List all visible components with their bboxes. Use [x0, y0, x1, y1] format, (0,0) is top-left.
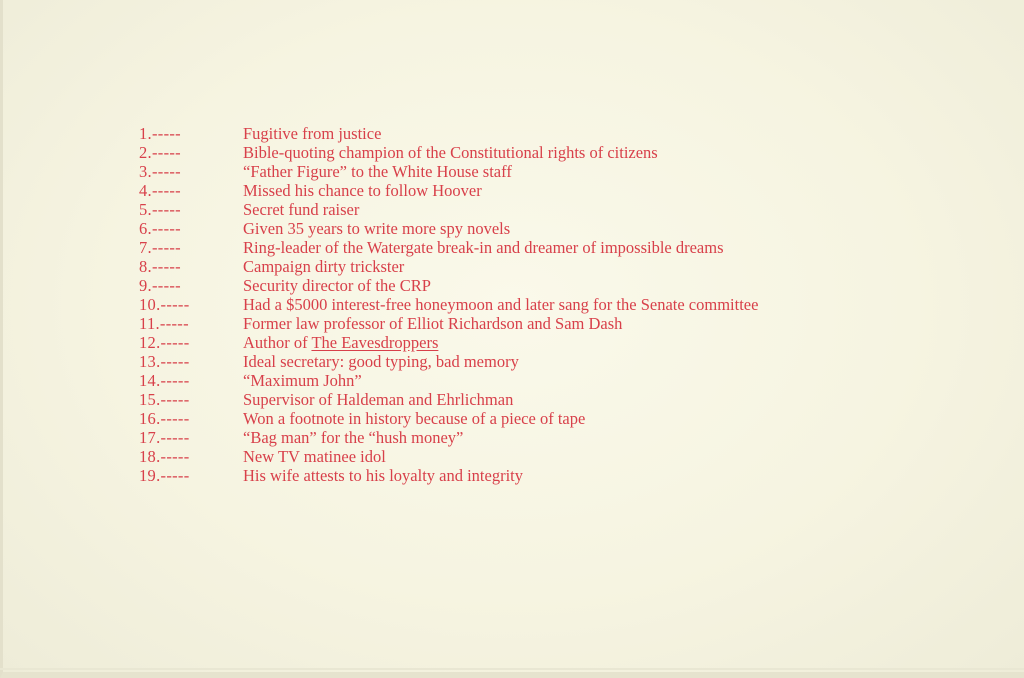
- quiz-item: [139, 200, 919, 219]
- quiz-item: [139, 124, 919, 143]
- quiz-item: [139, 162, 919, 181]
- quiz-item: [139, 295, 919, 314]
- quiz-item-number: 16.-----: [139, 409, 190, 428]
- quiz-item: [139, 333, 919, 352]
- quiz-item: [139, 409, 919, 428]
- quiz-item-number: 1.-----: [139, 124, 181, 143]
- quiz-item-number: 19.-----: [139, 466, 190, 485]
- quiz-item-clue: His wife attests to his loyalty and integrity: [243, 466, 524, 485]
- quiz-item: [139, 466, 919, 485]
- quiz-item-number: 13.-----: [139, 352, 190, 371]
- quiz-item-clue: Bible-quoting champion of the Constitutional rights of citizens: [243, 143, 658, 162]
- quiz-item-clue: Supervisor of Haldeman and Ehrlichman: [243, 390, 514, 409]
- quiz-item: [139, 428, 919, 447]
- quiz-item: [139, 219, 919, 238]
- quiz-item-clue: [243, 333, 919, 352]
- quiz-item: [139, 238, 919, 257]
- quiz-item: [139, 390, 919, 409]
- quiz-item-clue: “Maximum John”: [243, 371, 362, 390]
- quiz-item-clue: Ideal secretary: good typing, bad memory: [243, 352, 519, 371]
- quiz-item-clue: Campaign dirty trickster: [243, 257, 405, 276]
- quiz-item-clue: Ring-leader of the Watergate break-in and dreamer of impossible dreams: [243, 238, 724, 257]
- quiz-item-number: 12.-----: [139, 333, 190, 352]
- quiz-item: [139, 314, 919, 333]
- quiz-item: [139, 276, 919, 295]
- quiz-item-number: 14.-----: [139, 371, 190, 390]
- quiz-item-clue: New TV matinee idol: [243, 447, 386, 466]
- quiz-item-number: 3.-----: [139, 162, 181, 181]
- quiz-item-clue: Given 35 years to write more spy novels: [243, 219, 511, 238]
- quiz-item: [139, 352, 919, 371]
- book-title: The Eavesdroppers: [311, 333, 439, 352]
- quiz-item-clue: “Bag man” for the “hush money”: [243, 428, 464, 447]
- quiz-item: [139, 371, 919, 390]
- quiz-item: [139, 257, 919, 276]
- quiz-item: [139, 143, 919, 162]
- quiz-item-number: 11.-----: [139, 314, 189, 333]
- quiz-item: [139, 181, 919, 200]
- quiz-item-number: 15.-----: [139, 390, 190, 409]
- quiz-item-clue: Missed his chance to follow Hoover: [243, 181, 482, 200]
- quiz-item-clue: Won a footnote in history because of a piece of tape: [243, 409, 586, 428]
- quiz-item-clue: “Father Figure” to the White House staff: [243, 162, 512, 181]
- quiz-item-number: 18.-----: [139, 447, 190, 466]
- quiz-item-number: 9.-----: [139, 276, 181, 295]
- clue-prefix: Author of: [243, 333, 312, 352]
- quiz-item-number: 8.-----: [139, 257, 181, 276]
- quiz-item-number: 6.-----: [139, 219, 181, 238]
- quiz-item-number: 2.-----: [139, 143, 181, 162]
- quiz-item-number: 5.-----: [139, 200, 181, 219]
- quiz-item-clue: Security director of the CRP: [243, 276, 431, 295]
- quiz-item-number: 10.-----: [139, 295, 190, 314]
- quiz-item: [139, 447, 919, 466]
- quiz-item-clue: Secret fund raiser: [243, 200, 360, 219]
- quiz-item-clue: Had a $5000 interest-free honeymoon and later sang for the Senate committee: [243, 295, 759, 314]
- quiz-item-clue: Fugitive from justice: [243, 124, 382, 143]
- quiz-item-clue: Former law professor of Elliot Richardson and Sam Dash: [243, 314, 623, 333]
- quiz-item-number: 7.-----: [139, 238, 181, 257]
- quiz-list: [139, 124, 919, 485]
- quiz-item-number: 17.-----: [139, 428, 190, 447]
- quiz-item-number: 4.-----: [139, 181, 181, 200]
